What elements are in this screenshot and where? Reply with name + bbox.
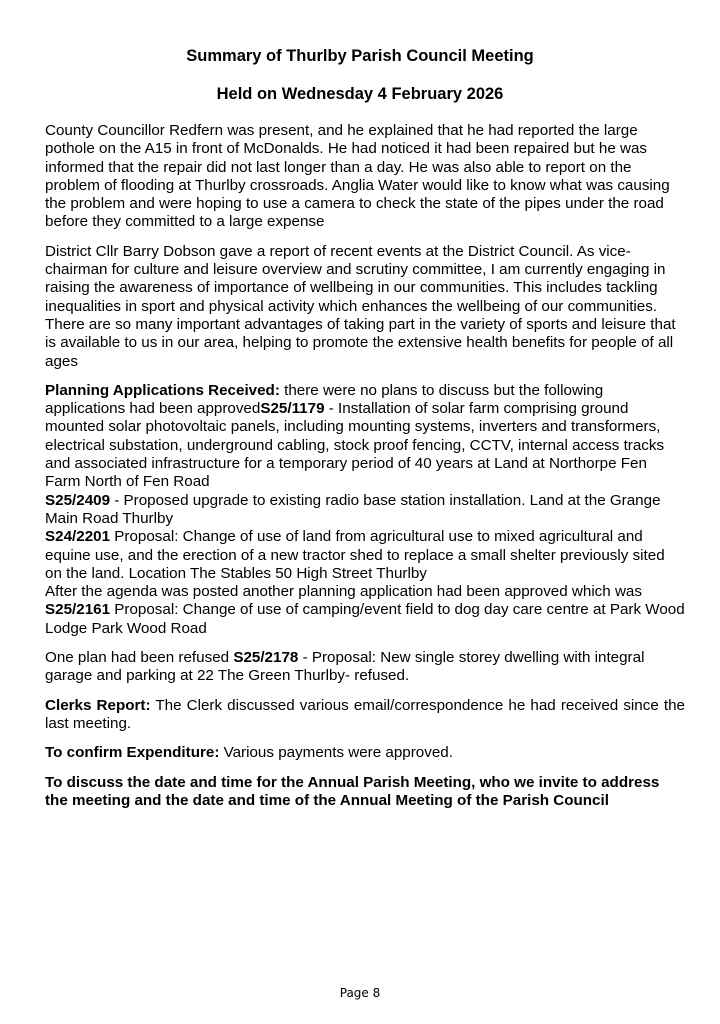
application-s24-2201 [45, 528, 685, 583]
application-ref-s25-2409: S25/2409 [45, 491, 111, 509]
county-councillor-paragraph: County Councillor Redfern was present, and he explained that he had reported the large pothole on the A15 in front of McDonalds. He had noticed it had been repaired but he was informed that the repair did not last longer than a day. He was also able to report on the problem of flooding at Thurlby crossroads. Anglia Water would like to know what was causing the problem and were hoping to use a camera to check the state of the pipes under the road before they committed to a large expense [45, 122, 670, 231]
application-s25-2409 [45, 492, 685, 529]
application-text-s25-1179: - Installation of solar farm comprising ground mounted solar photovoltaic panels, including mounting systems, inverters and transformers, electrical substation, underground cabling, stock proof fencing, CCTV, internal access tracks and associated infrastructure for a temporary period of 40 years at Land at Northorpe Fen Farm North of Fen Road [45, 400, 665, 491]
clerks-heading: Clerks Report: [45, 696, 151, 714]
application-ref-s25-2161: S25/2161 [45, 601, 111, 619]
application-ref-s25-1179: S25/1179 [260, 400, 325, 418]
expenditure-paragraph [45, 744, 685, 762]
application-text-s25-2409: - Proposed upgrade to existing radio base station installation. Land at the Grange Main Road Thurlby [45, 491, 661, 527]
planning-heading: Planning Applications Received: [45, 381, 280, 399]
document-title: Summary of Thurlby Parish Council Meeting [186, 47, 534, 65]
after-agenda-text: After the agenda was posted another planning application had been approved which was [45, 583, 642, 601]
refused-ref: S25/2178 [233, 649, 299, 667]
clerks-report-paragraph [45, 697, 685, 734]
annual-meeting-heading: To discuss the date and time for the Annual Parish Meeting, who we invite to address the meeting and the date and time of the Annual Meeting of the Parish Council [45, 773, 660, 809]
district-councillor-paragraph: District Cllr Barry Dobson gave a report of recent events at the District Council. As vice-chairman for culture and leisure overview and scrutiny committee, I am currently engaging in raising the awareness of importance of wellbeing in our communities. This includes tackling inequalities in sport and physical activity which enhances the wellbeing of our communities. There are so many important advantages of taking part in the variety of sports and leisure that is available to us in our area, helping to promote the extensive health benefits for people of all ages [45, 242, 676, 370]
application-text-s24-2201: Proposal: Change of use of land from agricultural use to mixed agricultural and equine use, and the erection of a new tractor shed to replace a small shelter previously sited on the land. Location The Stables 50 High Street Thurlby [45, 528, 665, 582]
annual-meeting-paragraph [45, 774, 685, 811]
refused-paragraph [45, 649, 685, 686]
expenditure-heading: To confirm Expenditure: [45, 744, 220, 762]
clerks-text: The Clerk discussed various email/correspondence he had received since the last meeting. [45, 696, 685, 732]
refused-intro: One plan had been refused [45, 649, 234, 667]
expenditure-text: Various payments were approved. [219, 744, 453, 762]
page-number: Page 8 [339, 986, 381, 1000]
application-ref-s24-2201: S24/2201 [45, 528, 111, 546]
application-s25-2161 [45, 583, 685, 638]
application-text-s25-2161: Proposal: Change of use of camping/event field to dog day care centre at Park Wood Lodge Park Wood Road [45, 601, 685, 637]
planning-applications-paragraph [45, 382, 685, 492]
refused-text: - Proposal: New single storey dwelling with integral garage and parking at 22 The Green Thurlby- refused. [45, 649, 645, 685]
planning-intro: there were no plans to discuss but the following applications had been approved [45, 381, 604, 418]
document-body [45, 122, 685, 821]
meeting-date: Held on Wednesday 4 February 2026 [216, 85, 504, 103]
